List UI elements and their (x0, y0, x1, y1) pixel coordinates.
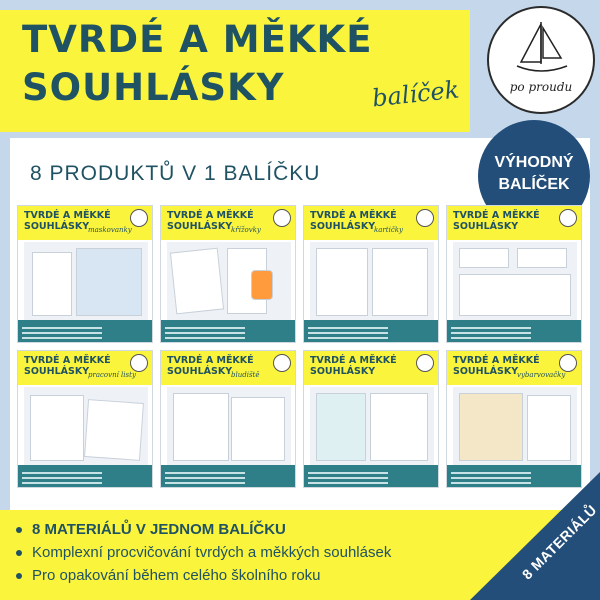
card-title-2: SOUHLÁSKY (24, 366, 90, 377)
card-preview (167, 387, 291, 465)
card-preview (453, 387, 577, 465)
card-title-1: TVRDÉ A MĚKKÉ (453, 355, 540, 366)
list-item (16, 518, 391, 541)
list-item-text: Pro opakování během celého školního roku (32, 567, 321, 584)
sailboat-icon (273, 209, 291, 227)
card-title-1: TVRDÉ A MĚKKÉ (167, 355, 254, 366)
card-preview (24, 387, 148, 465)
card-script: bludiště (231, 371, 260, 379)
sailboat-icon (416, 354, 434, 372)
card-title-2: SOUHLÁSKY (310, 221, 376, 232)
sailboat-icon (273, 354, 291, 372)
card-title-2: SOUHLÁSKY (167, 366, 233, 377)
sailboat-icon (509, 18, 573, 80)
bullet-icon (16, 573, 22, 579)
card-script: kartičky (374, 226, 403, 234)
card-title-2: SOUHLÁSKY (167, 221, 233, 232)
bullet-icon (16, 550, 22, 556)
badge-line-2: BALÍČEK (498, 176, 570, 193)
list-item (16, 564, 391, 587)
logo (487, 6, 595, 114)
card-title-2: SOUHLÁSKY (453, 221, 519, 232)
list-item (16, 541, 391, 564)
card-title-1: TVRDÉ A MĚKKÉ (24, 355, 111, 366)
product-card[interactable] (17, 350, 153, 488)
product-card[interactable] (446, 205, 582, 343)
product-grid (17, 205, 583, 505)
bullet-icon (16, 527, 22, 533)
product-card[interactable] (160, 205, 296, 343)
card-script: maskovanky (88, 226, 132, 234)
card-title-1: TVRDÉ A MĚKKÉ (24, 210, 111, 221)
card-title-2: SOUHLÁSKY (453, 366, 519, 377)
sailboat-icon (130, 209, 148, 227)
badge-line-1: VÝHODNÝ (494, 154, 574, 171)
product-card[interactable] (17, 205, 153, 343)
card-script: vybarvovačky (517, 371, 566, 379)
products-heading: 8 PRODUKTŮ V 1 BALÍČKU (30, 162, 321, 185)
card-title-1: TVRDÉ A MĚKKÉ (167, 210, 254, 221)
card-title-1: TVRDÉ A MĚKKÉ (310, 355, 397, 366)
list-item-text: Komplexní procvičování tvrdých a měkkých souhlásek (32, 544, 392, 561)
card-title-2: SOUHLÁSKY (24, 221, 90, 232)
title-line-2: SOUHLÁSKY (22, 66, 285, 109)
product-card[interactable] (303, 205, 439, 343)
card-title-1: TVRDÉ A MĚKKÉ (310, 210, 397, 221)
subtitle: balíček (370, 75, 461, 113)
card-preview (24, 242, 148, 320)
title-line-1: TVRDÉ A MĚKKÉ (22, 18, 373, 61)
corner-ribbon-text: 8 MATERIÁLŮ (518, 501, 600, 583)
card-preview (310, 387, 434, 465)
card-title-1: TVRDÉ A MĚKKÉ (453, 210, 540, 221)
sailboat-icon (130, 354, 148, 372)
feature-list (16, 518, 391, 587)
card-preview (453, 242, 577, 320)
corner-ribbon (470, 472, 600, 600)
product-card[interactable] (303, 350, 439, 488)
product-card[interactable] (160, 350, 296, 488)
card-script: křížovky (231, 226, 261, 234)
sailboat-icon (559, 209, 577, 227)
card-preview (167, 242, 291, 320)
card-title-2: SOUHLÁSKY (310, 366, 376, 377)
sailboat-icon (416, 209, 434, 227)
card-script: pracovní listy (88, 371, 136, 379)
list-item-text: 8 MATERIÁLŮ V JEDNOM BALÍČKU (32, 521, 286, 538)
sailboat-icon (559, 354, 577, 372)
card-preview (310, 242, 434, 320)
product-card[interactable] (446, 350, 582, 488)
logo-text: po proudu (509, 80, 573, 94)
